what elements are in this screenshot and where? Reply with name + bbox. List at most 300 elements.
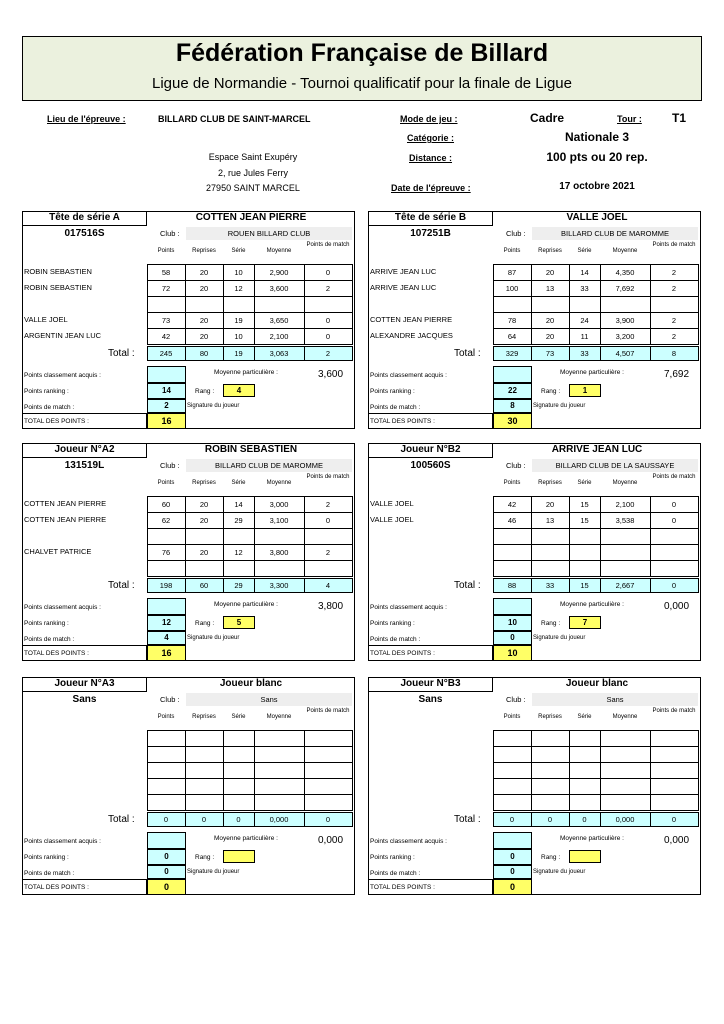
table-cell <box>600 544 651 561</box>
table-cell <box>531 730 570 747</box>
cell-pm: 2 <box>325 500 331 509</box>
points-classement-label: Points classement acquis : <box>370 604 447 611</box>
points-classement-box <box>147 366 186 383</box>
points-de-match-value: 0 <box>164 867 169 876</box>
moyenne-particuliere-value: 0,000 <box>664 601 690 612</box>
table-cell <box>531 778 570 795</box>
cell-pts: 62 <box>161 516 171 525</box>
points-ranking-value: 12 <box>162 618 171 627</box>
table-cell <box>569 560 601 577</box>
table-cell <box>254 528 305 545</box>
table-cell <box>147 528 186 545</box>
lieu-label: Lieu de l'épreuve : <box>47 114 126 124</box>
table-cell <box>493 762 532 779</box>
signature-label: Signature du joueur <box>187 869 240 875</box>
total-label: Total : <box>108 348 135 359</box>
table-cell <box>254 560 305 577</box>
total-ser: 0 <box>582 815 587 824</box>
points-ranking-label: Points ranking : <box>24 388 69 395</box>
player-title: Joueur N°A2 <box>54 444 115 455</box>
table-cell <box>147 730 186 747</box>
categorie-value: Nationale 3 <box>564 130 630 144</box>
total-moy: 4,507 <box>615 349 635 358</box>
total-pts: 245 <box>159 349 173 358</box>
table-cell <box>650 560 699 577</box>
rang-box <box>569 850 601 863</box>
table-cell <box>254 730 305 747</box>
total-des-points-label: TOTAL DES POINTS : <box>370 650 435 657</box>
table-cell <box>254 794 305 811</box>
table-cell <box>493 746 532 763</box>
col-header-points_match: Points de match <box>652 474 696 480</box>
points-ranking-label: Points ranking : <box>24 620 69 627</box>
points-classement-label: Points classement acquis : <box>370 838 447 845</box>
player-title: Joueur N°A3 <box>54 678 115 689</box>
cell-rep: 20 <box>199 284 209 293</box>
col-header-points_match: Points de match <box>652 708 696 714</box>
col-header-points: Points <box>503 480 521 486</box>
points-de-match-label: Points de match : <box>370 636 421 643</box>
total-label: Total : <box>108 580 135 591</box>
cell-rep: 20 <box>199 268 209 277</box>
moyenne-particuliere-label: Moyenne particulière : <box>560 601 624 608</box>
opponent-name: ARGENTIN JEAN LUC <box>24 331 102 340</box>
cell-pm: 0 <box>325 516 331 525</box>
player-licence: 107251B <box>410 228 451 239</box>
cell-pm: 0 <box>325 332 331 341</box>
table-cell <box>147 746 186 763</box>
cell-pts: 78 <box>507 316 517 325</box>
points-de-match-label: Points de match : <box>24 636 75 643</box>
player-name: VALLE JOEL <box>566 212 628 223</box>
table-cell <box>650 762 699 779</box>
mode-label: Mode de jeu : <box>400 114 458 124</box>
cell-moy: 2,900 <box>269 268 289 277</box>
points-classement-label: Points classement acquis : <box>370 372 447 379</box>
points-classement-box <box>147 832 186 849</box>
table-cell <box>185 794 224 811</box>
moyenne-particuliere-value: 3,800 <box>318 601 344 612</box>
player-title: Tête de série A <box>49 212 120 223</box>
points-classement-box <box>493 598 532 615</box>
opponent-name: COTTEN JEAN PIERRE <box>24 499 107 508</box>
club-value: BILLARD CLUB DE MAROMME <box>215 461 323 470</box>
table-cell <box>223 762 255 779</box>
points-classement-box <box>493 832 532 849</box>
total-des-points-label: TOTAL DES POINTS : <box>370 884 435 891</box>
table-cell <box>254 746 305 763</box>
player-licence: Sans <box>72 694 97 705</box>
cell-pts: 87 <box>507 268 517 277</box>
points-ranking-label: Points ranking : <box>370 620 415 627</box>
table-cell <box>493 730 532 747</box>
cell-pts: 46 <box>507 516 517 525</box>
points-ranking-label: Points ranking : <box>370 854 415 861</box>
rang-value: 4 <box>236 386 242 395</box>
rang-box <box>223 850 255 863</box>
moyenne-particuliere-value: 7,692 <box>664 369 690 380</box>
date-label: Date de l'épreuve : <box>391 183 471 193</box>
club-label: Club : <box>506 461 526 470</box>
club-value: BILLARD CLUB DE MAROMME <box>561 229 669 238</box>
club-value: ROUEN BILLARD CLUB <box>227 229 311 238</box>
cell-rep: 20 <box>545 500 555 509</box>
rang-label: Rang : <box>541 854 561 861</box>
total-des-points-value: 30 <box>507 416 518 426</box>
table-cell <box>304 730 353 747</box>
moyenne-particuliere-label: Moyenne particulière : <box>214 369 278 376</box>
total-des-points-label: TOTAL DES POINTS : <box>24 418 89 425</box>
date-value: 17 octobre 2021 <box>559 181 635 192</box>
club-label: Club : <box>506 695 526 704</box>
table-cell <box>147 778 186 795</box>
points-de-match-value: 8 <box>510 401 515 410</box>
table-cell <box>650 746 699 763</box>
table-cell <box>600 730 651 747</box>
table-cell <box>185 778 224 795</box>
cell-ser: 15 <box>580 516 589 525</box>
total-label: Total : <box>454 348 481 359</box>
cell-moy: 2,100 <box>615 500 635 509</box>
table-cell <box>493 544 532 561</box>
cell-rep: 13 <box>545 516 555 525</box>
opponent-name: ROBIN SEBASTIEN <box>24 283 92 292</box>
player-title: Joueur N°B3 <box>400 678 461 689</box>
total-pm: 0 <box>325 815 331 824</box>
opponent-name: VALLE JOEL <box>370 515 414 524</box>
table-cell <box>147 560 186 577</box>
cell-pm: 0 <box>671 516 677 525</box>
table-cell <box>254 296 305 313</box>
table-cell <box>600 560 651 577</box>
table-cell <box>531 296 570 313</box>
cell-moy: 3,800 <box>269 548 289 557</box>
cell-pm: 2 <box>325 548 331 557</box>
moyenne-particuliere-value: 0,000 <box>664 835 690 846</box>
total-ser: 0 <box>236 815 241 824</box>
moyenne-particuliere-label: Moyenne particulière : <box>560 369 624 376</box>
club-label: Club : <box>160 229 180 238</box>
cell-moy: 3,538 <box>615 516 635 525</box>
total-rep: 0 <box>547 815 553 824</box>
cell-moy: 3,100 <box>269 516 289 525</box>
total-des-points-value: 10 <box>507 648 518 658</box>
cell-pts: 60 <box>161 500 171 509</box>
table-cell <box>650 544 699 561</box>
table-cell <box>531 544 570 561</box>
total-pm: 0 <box>671 815 677 824</box>
cell-rep: 20 <box>199 500 209 509</box>
cell-pm: 0 <box>325 316 331 325</box>
col-header-serie: Série <box>231 480 246 486</box>
total-moy: 2,667 <box>615 581 635 590</box>
points-ranking-value: 10 <box>508 618 517 627</box>
cell-moy: 3,000 <box>269 500 289 509</box>
points-ranking-label: Points ranking : <box>370 388 415 395</box>
col-header-points_match: Points de match <box>306 242 350 248</box>
club-value: Sans <box>606 695 624 704</box>
cell-pts: 100 <box>505 284 519 293</box>
player-block <box>368 211 701 429</box>
distance-value: 100 pts ou 20 rep. <box>546 150 648 164</box>
table-cell <box>569 730 601 747</box>
cell-ser: 10 <box>234 332 243 341</box>
opponent-name: CHALVET PATRICE <box>24 547 92 556</box>
table-cell <box>147 762 186 779</box>
moyenne-particuliere-label: Moyenne particulière : <box>214 835 278 842</box>
cell-rep: 20 <box>199 548 209 557</box>
cell-moy: 3,650 <box>269 316 289 325</box>
total-pm: 4 <box>325 581 331 590</box>
total-des-points-label: TOTAL DES POINTS : <box>24 884 89 891</box>
table-cell <box>223 746 255 763</box>
table-cell <box>304 794 353 811</box>
col-header-points_match: Points de match <box>652 242 696 248</box>
table-cell <box>493 778 532 795</box>
table-cell <box>304 560 353 577</box>
points-de-match-label: Points de match : <box>370 870 421 877</box>
points-de-match-value: 0 <box>510 633 515 642</box>
cell-moy: 3,600 <box>269 284 289 293</box>
address-line-2: 2, rue Jules Ferry <box>217 168 289 178</box>
total-pts: 88 <box>507 581 517 590</box>
table-cell <box>650 296 699 313</box>
club-label: Club : <box>160 461 180 470</box>
total-pm: 0 <box>671 581 677 590</box>
table-cell <box>650 528 699 545</box>
table-cell <box>223 528 255 545</box>
cell-rep: 20 <box>199 516 209 525</box>
total-label: Total : <box>454 580 481 591</box>
table-cell <box>493 296 532 313</box>
table-cell <box>304 762 353 779</box>
player-licence: 131519L <box>64 460 105 471</box>
cell-rep: 20 <box>545 316 555 325</box>
cell-rep: 13 <box>545 284 555 293</box>
col-header-moyenne: Moyenne <box>266 480 292 486</box>
table-cell <box>304 746 353 763</box>
signature-label: Signature du joueur <box>187 635 240 641</box>
total-rep: 60 <box>199 581 209 590</box>
cell-pts: 73 <box>161 316 171 325</box>
cell-pm: 0 <box>671 500 677 509</box>
col-header-points_match: Points de match <box>306 474 350 480</box>
table-cell <box>223 794 255 811</box>
address-line-1: Espace Saint Exupéry <box>208 152 298 162</box>
table-cell <box>569 746 601 763</box>
player-block <box>368 677 701 895</box>
total-pm: 2 <box>325 349 331 358</box>
table-cell <box>531 746 570 763</box>
col-header-points: Points <box>157 714 175 720</box>
player-block <box>22 211 355 429</box>
cell-ser: 14 <box>234 500 243 509</box>
table-cell <box>185 528 224 545</box>
table-cell <box>569 296 601 313</box>
cell-pm: 2 <box>671 332 677 341</box>
cell-pts: 42 <box>161 332 171 341</box>
table-cell <box>569 778 601 795</box>
points-classement-label: Points classement acquis : <box>24 838 101 845</box>
total-pts: 0 <box>509 815 515 824</box>
table-cell <box>600 762 651 779</box>
points-ranking-value: 14 <box>162 386 171 395</box>
table-cell <box>650 730 699 747</box>
total-pm: 8 <box>671 349 677 358</box>
cell-pts: 64 <box>507 332 517 341</box>
moyenne-particuliere-label: Moyenne particulière : <box>214 601 278 608</box>
rang-value: 5 <box>236 618 242 627</box>
total-ser: 29 <box>234 581 243 590</box>
moyenne-particuliere-value: 3,600 <box>318 369 344 380</box>
player-title: Tête de série B <box>394 212 467 223</box>
points-de-match-value: 4 <box>164 633 169 642</box>
total-des-points-label: TOTAL DES POINTS : <box>370 418 435 425</box>
points-ranking-label: Points ranking : <box>24 854 69 861</box>
cell-rep: 20 <box>545 332 555 341</box>
table-cell <box>304 778 353 795</box>
player-name: Joueur blanc <box>219 678 283 689</box>
opponent-name: VALLE JOEL <box>370 499 414 508</box>
address-line-3: 27950 SAINT MARCEL <box>206 183 300 193</box>
total-des-points-label: TOTAL DES POINTS : <box>24 650 89 657</box>
table-cell <box>569 544 601 561</box>
cell-rep: 20 <box>199 316 209 325</box>
col-header-serie: Série <box>577 714 592 720</box>
points-classement-label: Points classement acquis : <box>24 604 101 611</box>
table-cell <box>531 528 570 545</box>
col-header-serie: Série <box>231 714 246 720</box>
total-rep: 33 <box>545 581 555 590</box>
table-cell <box>223 778 255 795</box>
table-cell <box>531 794 570 811</box>
cell-rep: 20 <box>199 332 209 341</box>
cell-ser: 33 <box>580 284 589 293</box>
rang-value: 1 <box>582 386 588 395</box>
col-header-moyenne: Moyenne <box>266 248 292 254</box>
cell-pts: 76 <box>161 548 171 557</box>
total-pts: 329 <box>505 349 519 358</box>
total-rep: 80 <box>199 349 209 358</box>
col-header-reprises: Reprises <box>192 248 216 254</box>
table-cell <box>569 528 601 545</box>
table-cell <box>650 794 699 811</box>
total-ser: 15 <box>580 581 589 590</box>
club-label: Club : <box>160 695 180 704</box>
page-header <box>22 36 702 101</box>
cell-pts: 42 <box>507 500 517 509</box>
table-cell <box>531 560 570 577</box>
rang-label: Rang : <box>195 854 215 861</box>
player-licence: Sans <box>418 694 443 705</box>
points-ranking-value: 22 <box>508 386 517 395</box>
total-pts: 0 <box>163 815 169 824</box>
rang-label: Rang : <box>195 620 215 627</box>
cell-ser: 29 <box>234 516 243 525</box>
col-header-points: Points <box>503 714 521 720</box>
signature-label: Signature du joueur <box>533 403 586 409</box>
col-header-points: Points <box>503 248 521 254</box>
total-moy: 0,000 <box>269 815 289 824</box>
table-cell <box>569 794 601 811</box>
rang-value: 7 <box>582 618 588 627</box>
total-label: Total : <box>108 814 135 825</box>
table-cell <box>185 746 224 763</box>
opponent-name: VALLE JOEL <box>24 315 68 324</box>
opponent-name: ROBIN SEBASTIEN <box>24 267 92 276</box>
cell-ser: 24 <box>580 316 589 325</box>
cell-ser: 14 <box>580 268 589 277</box>
table-cell <box>493 560 532 577</box>
rang-label: Rang : <box>541 620 561 627</box>
cell-pm: 2 <box>671 284 677 293</box>
total-rep: 73 <box>545 349 555 358</box>
total-ser: 19 <box>234 349 243 358</box>
total-ser: 33 <box>580 349 589 358</box>
points-de-match-value: 2 <box>164 401 169 410</box>
cell-ser: 11 <box>580 332 589 341</box>
total-des-points-value: 16 <box>161 648 172 658</box>
cell-moy: 2,100 <box>269 332 289 341</box>
player-name: ARRIVE JEAN LUC <box>551 444 643 455</box>
points-classement-box <box>493 366 532 383</box>
signature-label: Signature du joueur <box>533 635 586 641</box>
signature-label: Signature du joueur <box>533 869 586 875</box>
table-cell <box>493 794 532 811</box>
col-header-serie: Série <box>231 248 246 254</box>
table-cell <box>600 746 651 763</box>
col-header-reprises: Reprises <box>538 248 562 254</box>
col-header-serie: Série <box>577 480 592 486</box>
moyenne-particuliere-label: Moyenne particulière : <box>560 835 624 842</box>
cell-moy: 3,200 <box>615 332 635 341</box>
tour-label: Tour : <box>617 114 642 124</box>
total-moy: 3,300 <box>269 581 289 590</box>
rang-label: Rang : <box>195 388 215 395</box>
col-header-moyenne: Moyenne <box>266 714 292 720</box>
cell-ser: 15 <box>580 500 589 509</box>
player-name: ROBIN SEBASTIEN <box>204 444 298 455</box>
total-moy: 0,000 <box>615 815 635 824</box>
col-header-moyenne: Moyenne <box>612 714 638 720</box>
table-cell <box>493 528 532 545</box>
col-header-moyenne: Moyenne <box>612 248 638 254</box>
table-cell <box>147 296 186 313</box>
cell-moy: 7,692 <box>615 284 635 293</box>
table-cell <box>650 778 699 795</box>
table-cell <box>569 762 601 779</box>
cell-rep: 20 <box>545 268 555 277</box>
cell-pm: 2 <box>671 316 677 325</box>
col-header-moyenne: Moyenne <box>612 480 638 486</box>
cell-moy: 3,900 <box>615 316 635 325</box>
table-cell <box>185 560 224 577</box>
table-cell <box>600 778 651 795</box>
categorie-label: Catégorie : <box>407 133 455 143</box>
opponent-name: ARRIVE JEAN LUC <box>370 283 437 292</box>
rang-label: Rang : <box>541 388 561 395</box>
points-de-match-label: Points de match : <box>24 404 75 411</box>
col-header-reprises: Reprises <box>192 714 216 720</box>
total-des-points-value: 0 <box>163 882 169 892</box>
cell-pts: 58 <box>161 268 171 277</box>
page-subtitle: Ligue de Normandie - Tournoi qualificatif pour la finale de Ligue <box>152 75 572 92</box>
club-label: Club : <box>506 229 526 238</box>
col-header-reprises: Reprises <box>538 714 562 720</box>
opponent-name: COTTEN JEAN PIERRE <box>24 515 107 524</box>
mode-value: Cadre <box>530 111 565 125</box>
player-name: Joueur blanc <box>565 678 629 689</box>
